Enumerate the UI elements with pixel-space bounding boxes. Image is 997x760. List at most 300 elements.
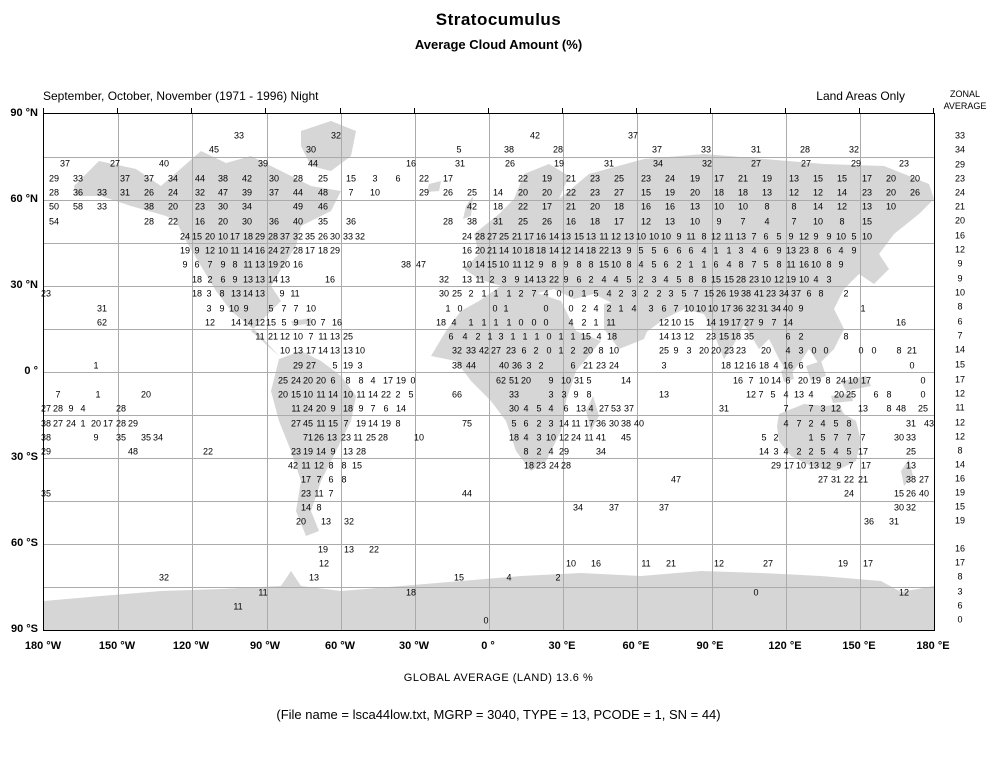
cloud-amount-value: 33 xyxy=(72,173,84,184)
cloud-amount-value: 14 xyxy=(367,418,379,429)
cloud-amount-value: 8 xyxy=(551,259,557,270)
lat-label: 90 °N xyxy=(10,107,38,119)
cloud-amount-value: 6 xyxy=(806,288,812,299)
cloud-amount-value: 8 xyxy=(576,259,582,270)
cloud-amount-value: 13 xyxy=(292,345,304,356)
cloud-amount-value: 39 xyxy=(241,187,253,198)
cloud-amount-value: 20 xyxy=(302,375,314,386)
cloud-amount-value: 23 xyxy=(898,158,910,169)
cloud-amount-value: 53 xyxy=(610,403,622,414)
cloud-amount-value: 0 xyxy=(457,303,463,314)
cloud-amount-value: 20 xyxy=(698,345,710,356)
cloud-amount-value: 8 xyxy=(764,201,770,212)
cloud-amount-value: 23 xyxy=(194,201,206,212)
cloud-amount-value: 15 xyxy=(640,187,652,198)
cloud-amount-value: 9 xyxy=(673,345,679,356)
cloud-amount-value: 12 xyxy=(898,587,910,598)
cloud-amount-value: 1 xyxy=(860,303,866,314)
cloud-amount-value: 12 xyxy=(733,360,745,371)
cloud-amount-value: 23 xyxy=(290,446,302,457)
zonal-average-value: 20 xyxy=(954,215,966,226)
cloud-amount-value: 23 xyxy=(735,345,747,356)
cloud-amount-value: 3 xyxy=(648,303,654,314)
cloud-amount-value: 20 xyxy=(140,389,152,400)
cloud-amount-value: 34 xyxy=(595,446,607,457)
cloud-amount-value: 11 xyxy=(255,331,265,342)
cloud-amount-value: 25 xyxy=(517,216,529,227)
cloud-amount-value: 13 xyxy=(308,572,320,583)
zonal-average-value: 6 xyxy=(957,600,963,611)
cloud-amount-value: 8 xyxy=(232,259,238,270)
cloud-amount-value: 30 xyxy=(508,403,520,414)
cloud-amount-value: 32 xyxy=(354,231,366,242)
cloud-amount-value: 13 xyxy=(461,274,473,285)
cloud-amount-value: 23 xyxy=(505,345,517,356)
cloud-amount-value: 1 xyxy=(80,418,86,429)
cloud-amount-value: 20 xyxy=(589,201,601,212)
cloud-amount-value: 17 xyxy=(713,173,725,184)
zonal-average-value: 16 xyxy=(954,543,966,554)
cloud-amount-value: 21 xyxy=(582,360,594,371)
cloud-amount-value: 34 xyxy=(167,173,179,184)
cloud-amount-value: 9 xyxy=(548,375,554,386)
cloud-amount-value: 37 xyxy=(59,158,71,169)
cloud-amount-value: 9 xyxy=(358,403,364,414)
cloud-amount-value: 6 xyxy=(688,245,694,256)
cloud-amount-value: 38 xyxy=(503,144,515,155)
zonal-header-line1: ZONAL xyxy=(949,89,980,99)
cloud-amount-value: 75 xyxy=(461,418,473,429)
map-frame xyxy=(40,113,935,631)
cloud-amount-value: 10 xyxy=(847,375,859,386)
cloud-amount-value: 0 xyxy=(531,317,537,328)
cloud-amount-value: 18 xyxy=(730,331,742,342)
cloud-amount-value: 10 xyxy=(217,245,229,256)
cloud-amount-value: 5 xyxy=(770,389,776,400)
cloud-amount-value: 47 xyxy=(415,259,427,270)
cloud-amount-value: 7 xyxy=(316,474,322,485)
cloud-amount-value: 5 xyxy=(626,274,632,285)
cloud-amount-value: 20 xyxy=(909,173,921,184)
zonal-average-value: 12 xyxy=(954,417,966,428)
cloud-amount-value: 9 xyxy=(232,274,238,285)
cloud-amount-value: 1 xyxy=(503,303,509,314)
cloud-amount-value: 17 xyxy=(229,231,241,242)
cloud-amount-value: 8 xyxy=(839,216,845,227)
cloud-amount-value: 4 xyxy=(606,288,612,299)
cloud-amount-value: 27 xyxy=(743,317,755,328)
lat-label: 60 °N xyxy=(10,193,38,205)
cloud-amount-value: 1 xyxy=(487,331,493,342)
cloud-amount-value: 8 xyxy=(586,389,592,400)
cloud-amount-value: 2 xyxy=(468,288,474,299)
cloud-amount-value: 3 xyxy=(498,331,504,342)
cloud-amount-value: 5 xyxy=(761,432,767,443)
zonal-average-value: 6 xyxy=(957,316,963,327)
cloud-amount-value: 2 xyxy=(489,274,495,285)
cloud-amount-value: 8 xyxy=(395,418,401,429)
cloud-amount-value: 15 xyxy=(453,572,465,583)
cloud-amount-value: 4 xyxy=(548,446,554,457)
cloud-amount-value: 1 xyxy=(506,288,512,299)
cloud-amount-value: 4 xyxy=(451,317,457,328)
cloud-amount-value: 2 xyxy=(656,288,662,299)
cloud-amount-value: 14 xyxy=(498,245,510,256)
cloud-amount-value: 5 xyxy=(851,231,857,242)
cloud-amount-value: 22 xyxy=(517,173,529,184)
cloud-amount-value: 4 xyxy=(523,432,529,443)
cloud-amount-value: 2 xyxy=(518,288,524,299)
zonal-average-value: 12 xyxy=(954,431,966,442)
lat-label: 30 °S xyxy=(10,451,38,463)
cloud-amount-value: 8 xyxy=(345,375,351,386)
top-tick xyxy=(785,108,786,113)
cloud-amount-value: 20 xyxy=(315,375,327,386)
cloud-amount-value: 4 xyxy=(568,317,574,328)
zonal-average-value: 8 xyxy=(957,445,963,456)
cloud-amount-value: 8 xyxy=(818,288,824,299)
cloud-amount-value: 10 xyxy=(369,187,381,198)
cloud-amount-value: 3 xyxy=(206,288,212,299)
cloud-amount-value: 30 xyxy=(608,418,620,429)
cloud-amount-value: 8 xyxy=(626,259,632,270)
cloud-amount-value: 37 xyxy=(119,173,131,184)
cloud-amount-value: 13 xyxy=(788,173,800,184)
cloud-amount-value: 16 xyxy=(331,317,343,328)
cloud-amount-value: 11 xyxy=(230,245,240,256)
cloud-amount-value: 12 xyxy=(658,317,670,328)
cloud-amount-value: 34 xyxy=(770,303,782,314)
cloud-amount-value: 11 xyxy=(786,259,796,270)
cloud-amount-value: 18 xyxy=(606,331,618,342)
cloud-amount-value: 10 xyxy=(461,259,473,270)
cloud-amount-value: 13 xyxy=(535,274,547,285)
cloud-amount-value: 17 xyxy=(583,418,595,429)
cloud-amount-value: 6 xyxy=(448,331,454,342)
cloud-amount-value: 37 xyxy=(790,288,802,299)
cloud-amount-value: 29 xyxy=(329,245,341,256)
cloud-amount-value: 15 xyxy=(703,288,715,299)
cloud-amount-value: 14 xyxy=(573,245,585,256)
cloud-amount-value: 29 xyxy=(40,446,52,457)
cloud-amount-value: 28 xyxy=(474,231,486,242)
cloud-amount-value: 4 xyxy=(523,403,529,414)
cloud-amount-value: 18 xyxy=(585,245,597,256)
cloud-amount-value: 1 xyxy=(493,288,499,299)
cloud-amount-value: 1 xyxy=(701,259,707,270)
cloud-amount-value: 37 xyxy=(143,173,155,184)
cloud-amount-value: 7 xyxy=(673,303,679,314)
cloud-amount-value: 27 xyxy=(918,474,930,485)
cloud-amount-value: 33 xyxy=(233,130,245,141)
cloud-amount-value: 20 xyxy=(760,345,772,356)
cloud-amount-value: 32 xyxy=(194,187,206,198)
cloud-amount-value: 4 xyxy=(596,331,602,342)
cloud-amount-value: 58 xyxy=(72,201,84,212)
cloud-amount-value: 10 xyxy=(812,216,824,227)
cloud-amount-value: 10 xyxy=(413,432,425,443)
cloud-amount-value: 8 xyxy=(341,474,347,485)
cloud-amount-value: 6 xyxy=(383,403,389,414)
cloud-amount-value: 7 xyxy=(758,389,764,400)
cloud-amount-value: 35 xyxy=(743,331,755,342)
cloud-amount-value: 28 xyxy=(115,418,127,429)
cloud-amount-value: 2 xyxy=(536,418,542,429)
cloud-amount-value: 20 xyxy=(295,516,307,527)
cloud-amount-value: 11 xyxy=(686,231,696,242)
cloud-amount-value: 32 xyxy=(438,274,450,285)
cloud-amount-value: 5 xyxy=(776,231,782,242)
lon-label: 60 °W xyxy=(324,640,356,652)
cloud-amount-value: 17 xyxy=(860,375,872,386)
cloud-amount-value: 10 xyxy=(354,345,366,356)
cloud-amount-value: 10 xyxy=(810,259,822,270)
cloud-amount-value: 13 xyxy=(610,245,622,256)
cloud-amount-value: 3 xyxy=(826,274,832,285)
top-tick xyxy=(117,108,118,113)
cloud-amount-value: 40 xyxy=(292,216,304,227)
cloud-amount-value: 36 xyxy=(595,418,607,429)
cloud-amount-value: 3 xyxy=(206,303,212,314)
cloud-amount-value: 19 xyxy=(810,375,822,386)
cloud-amount-value: 3 xyxy=(372,173,378,184)
cloud-amount-value: 47 xyxy=(670,474,682,485)
cloud-amount-value: 18 xyxy=(435,317,447,328)
cloud-amount-value: 9 xyxy=(851,245,857,256)
cloud-amount-value: 13 xyxy=(326,432,338,443)
cloud-amount-value: 3 xyxy=(738,245,744,256)
top-tick xyxy=(488,108,489,113)
cloud-amount-value: 28 xyxy=(292,245,304,256)
cloud-amount-value: 2 xyxy=(207,274,213,285)
cloud-amount-value: 11 xyxy=(353,432,363,443)
cloud-amount-value: 27 xyxy=(40,403,52,414)
cloud-amount-value: 10 xyxy=(565,558,577,569)
cloud-amount-value: 7 xyxy=(791,216,797,227)
cloud-amount-value: 12 xyxy=(204,245,216,256)
cloud-amount-value: 34 xyxy=(652,158,664,169)
cloud-amount-value: 9 xyxy=(220,259,226,270)
cloud-amount-value: 37 xyxy=(268,187,280,198)
cloud-amount-value: 11 xyxy=(641,558,651,569)
cloud-amount-value: 10 xyxy=(545,432,557,443)
cloud-amount-value: 10 xyxy=(795,460,807,471)
cloud-amount-value: 14 xyxy=(230,317,242,328)
cloud-amount-value: 6 xyxy=(826,245,832,256)
cloud-amount-value: 27 xyxy=(486,231,498,242)
cloud-amount-value: 15 xyxy=(265,317,277,328)
cloud-amount-value: 5 xyxy=(332,360,338,371)
cloud-amount-value: 18 xyxy=(713,187,725,198)
cloud-amount-value: 24 xyxy=(570,432,582,443)
cloud-amount-value: 18 xyxy=(737,187,749,198)
cloud-amount-value: 23 xyxy=(765,288,777,299)
cloud-amount-value: 44 xyxy=(307,158,319,169)
cloud-amount-value: 10 xyxy=(228,303,240,314)
cloud-amount-value: 44 xyxy=(292,187,304,198)
zonal-average-value: 17 xyxy=(954,374,966,385)
cloud-amount-value: 15 xyxy=(861,216,873,227)
top-tick xyxy=(265,108,266,113)
cloud-amount-value: 6 xyxy=(798,360,804,371)
cloud-amount-value: 24 xyxy=(290,375,302,386)
cloud-amount-value: 16 xyxy=(640,201,652,212)
cloud-amount-value: 13 xyxy=(254,288,266,299)
cloud-amount-value: 23 xyxy=(589,187,601,198)
cloud-amount-value: 5 xyxy=(586,375,592,386)
cloud-amount-value: 13 xyxy=(623,231,635,242)
cloud-amount-value: 19 xyxy=(179,245,191,256)
cloud-amount-value: 7 xyxy=(293,303,299,314)
cloud-amount-value: 10 xyxy=(695,303,707,314)
zonal-average-value: 7 xyxy=(957,330,963,341)
cloud-amount-value: 22 xyxy=(418,173,430,184)
cloud-amount-value: 1 xyxy=(522,331,528,342)
cloud-amount-value: 16 xyxy=(782,360,794,371)
cloud-amount-value: 13 xyxy=(560,231,572,242)
cloud-amount-value: 12 xyxy=(640,216,652,227)
cloud-amount-value: 13 xyxy=(329,331,341,342)
cloud-amount-value: 30 xyxy=(329,231,341,242)
cloud-amount-value: 36 xyxy=(511,360,523,371)
cloud-amount-value: 12 xyxy=(798,231,810,242)
cloud-amount-value: 6 xyxy=(523,418,529,429)
cloud-amount-value: 6 xyxy=(563,403,569,414)
cloud-amount-value: 6 xyxy=(763,245,769,256)
zonal-average-value: 9 xyxy=(957,258,963,269)
cloud-amount-value: 4 xyxy=(773,360,779,371)
cloud-amount-value: 27 xyxy=(109,158,121,169)
cloud-amount-value: 4 xyxy=(820,418,826,429)
cloud-amount-value: 23 xyxy=(535,460,547,471)
cloud-amount-value: 13 xyxy=(342,345,354,356)
cloud-amount-value: 12 xyxy=(560,245,572,256)
cloud-amount-value: 33 xyxy=(96,187,108,198)
cloud-amount-value: 10 xyxy=(635,231,647,242)
cloud-amount-value: 38 xyxy=(400,259,412,270)
cloud-amount-value: 28 xyxy=(292,173,304,184)
cloud-amount-value: 11 xyxy=(316,418,326,429)
cloud-amount-value: 27 xyxy=(598,403,610,414)
cloud-amount-value: 9 xyxy=(626,245,632,256)
lat-label: 60 °S xyxy=(10,537,38,549)
cloud-amount-value: 21 xyxy=(267,331,279,342)
cloud-amount-value: 15 xyxy=(598,259,610,270)
cloud-amount-value: 7 xyxy=(207,259,213,270)
cloud-amount-value: 10 xyxy=(713,201,725,212)
cloud-amount-value: 3 xyxy=(501,274,507,285)
cloud-amount-value: 71 xyxy=(302,432,314,443)
cloud-amount-value: 0 xyxy=(920,375,926,386)
cloud-amount-value: 12 xyxy=(318,558,330,569)
cloud-amount-value: 8 xyxy=(341,460,347,471)
cloud-amount-value: 26 xyxy=(715,288,727,299)
cloud-amount-value: 13 xyxy=(785,245,797,256)
cloud-amount-value: 36 xyxy=(345,216,357,227)
cloud-amount-value: 15 xyxy=(723,274,735,285)
cloud-amount-value: 13 xyxy=(575,403,587,414)
cloud-amount-value: 28 xyxy=(442,216,454,227)
cloud-amount-value: 27 xyxy=(750,158,762,169)
cloud-amount-value: 25 xyxy=(277,375,289,386)
cloud-amount-value: 47 xyxy=(217,187,229,198)
cloud-amount-value: 3 xyxy=(798,345,804,356)
zonal-average-value: 3 xyxy=(957,586,963,597)
figure-subtitle: Average Cloud Amount (%) xyxy=(414,37,583,52)
cloud-amount-value: 0 xyxy=(546,331,552,342)
cloud-amount-value: 27 xyxy=(279,245,291,256)
cloud-amount-value: 0 xyxy=(568,288,574,299)
cloud-amount-value: 17 xyxy=(382,375,394,386)
cloud-amount-value: 25 xyxy=(365,432,377,443)
cloud-amount-value: 19 xyxy=(728,288,740,299)
cloud-amount-value: 7 xyxy=(740,216,746,227)
cloud-amount-value: 24 xyxy=(65,418,77,429)
cloud-amount-value: 3 xyxy=(668,288,674,299)
cloud-amount-value: 7 xyxy=(848,460,854,471)
cloud-amount-value: 9 xyxy=(293,317,299,328)
cloud-amount-value: 2 xyxy=(581,317,587,328)
cloud-amount-value: 17 xyxy=(860,460,872,471)
cloud-amount-value: 7 xyxy=(531,288,537,299)
cloud-amount-value: 4 xyxy=(370,375,376,386)
cloud-amount-value: 28 xyxy=(799,144,811,155)
cloud-amount-value: 3 xyxy=(773,446,779,457)
cloud-amount-value: 21 xyxy=(737,173,749,184)
cloud-amount-value: 7 xyxy=(370,403,376,414)
zonal-average-value: 8 xyxy=(957,301,963,312)
cloud-amount-value: 14 xyxy=(242,288,254,299)
cloud-amount-value: 14 xyxy=(474,259,486,270)
cloud-amount-value: 17 xyxy=(720,303,732,314)
cloud-amount-value: 12 xyxy=(820,460,832,471)
cloud-amount-value: 48 xyxy=(317,187,329,198)
cloud-amount-value: 13 xyxy=(761,187,773,198)
cloud-amount-value: 28 xyxy=(267,231,279,242)
cloud-amount-value: 14 xyxy=(300,502,312,513)
cloud-amount-value: 9 xyxy=(538,259,544,270)
cloud-amount-value: 2 xyxy=(843,288,849,299)
cloud-amount-value: 32 xyxy=(905,502,917,513)
cloud-amount-value: 11 xyxy=(258,587,268,598)
cloud-amount-value: 7 xyxy=(808,403,814,414)
cloud-amount-value: 2 xyxy=(808,446,814,457)
cloud-amount-value: 18 xyxy=(342,403,354,414)
cloud-amount-value: 31 xyxy=(718,403,730,414)
cloud-amount-value: 9 xyxy=(514,274,520,285)
cloud-amount-value: 9 xyxy=(716,216,722,227)
cloud-amount-value: 51 xyxy=(508,375,520,386)
cloud-amount-value: 0 xyxy=(823,345,829,356)
cloud-amount-value: 14 xyxy=(548,231,560,242)
cloud-amount-value: 6 xyxy=(328,474,334,485)
cloud-amount-value: 26 xyxy=(442,187,454,198)
cloud-amount-value: 1 xyxy=(570,331,576,342)
cloud-amount-value: 19 xyxy=(837,558,849,569)
cloud-amount-value: 7 xyxy=(846,432,852,443)
lat-label: 90 °S xyxy=(10,623,38,635)
cloud-amount-value: 49 xyxy=(292,201,304,212)
zonal-average-value: 15 xyxy=(954,501,966,512)
cloud-amount-value: 1 xyxy=(581,288,587,299)
cloud-amount-value: 19 xyxy=(689,173,701,184)
cloud-amount-value: 31 xyxy=(573,375,585,386)
cloud-amount-value: 24 xyxy=(835,375,847,386)
cloud-amount-value: 4 xyxy=(764,216,770,227)
cloud-amount-value: 0 xyxy=(543,303,549,314)
cloud-amount-value: 22 xyxy=(598,245,610,256)
cloud-amount-value: 15 xyxy=(893,488,905,499)
